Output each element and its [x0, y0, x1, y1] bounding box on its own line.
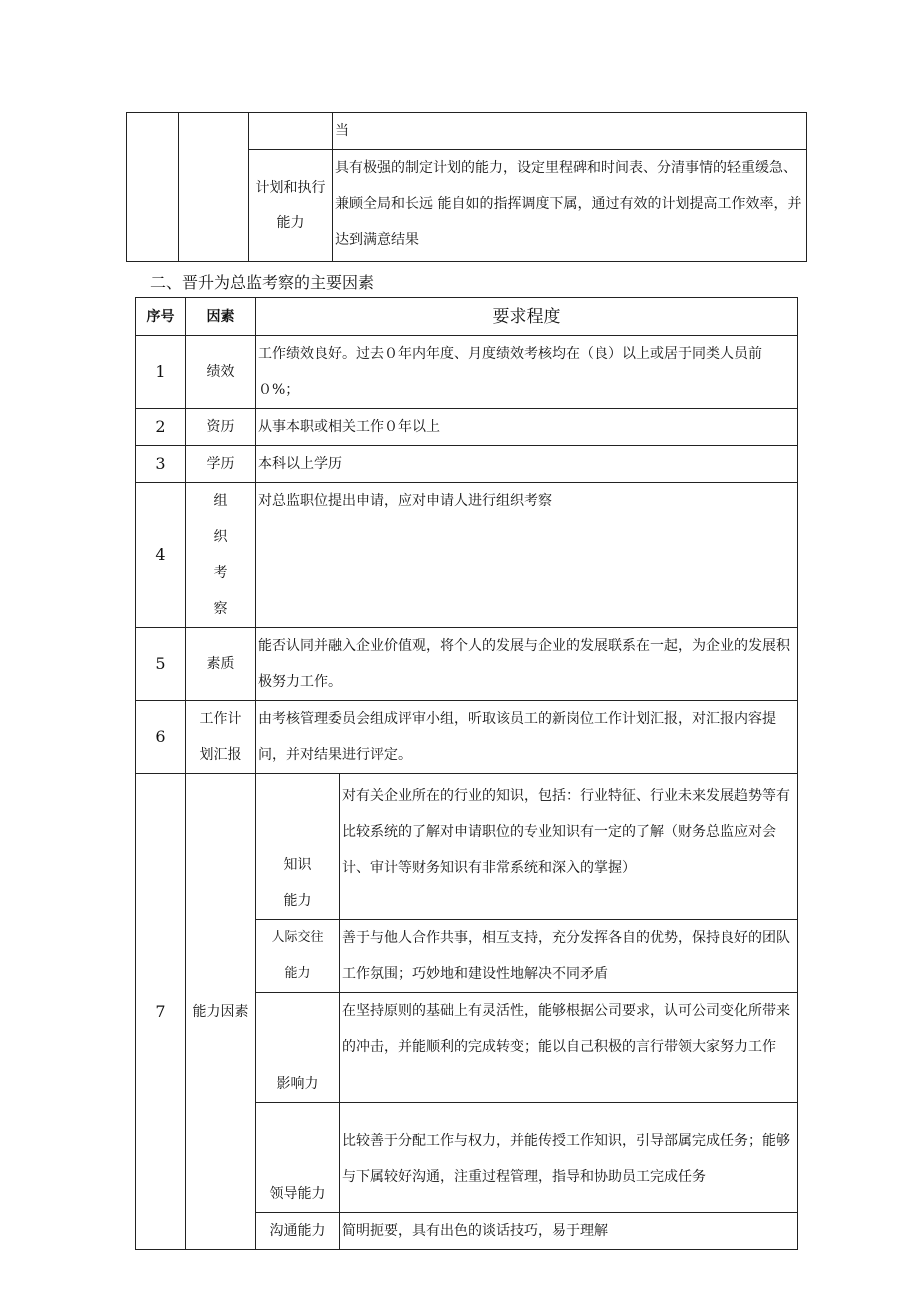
table-row [136, 701, 798, 774]
sub-label-influence: 影响力 [256, 993, 340, 1103]
factor-label: 计划和执行能力 [249, 150, 333, 262]
row-requirement: 对总监职位提出申请，应对申请人进行组织考察 [256, 483, 798, 628]
table-row [136, 483, 798, 628]
row-factor: 能力因素 [186, 774, 256, 1250]
empty-cell [179, 113, 249, 262]
sub-text-communication: 简明扼要，具有出色的谈话技巧，易于理解 [340, 1213, 798, 1250]
row-factor: 学历 [186, 446, 256, 483]
table-row [136, 409, 798, 446]
sub-label-interpersonal: 人际交往能力 [256, 920, 340, 993]
sub-label-communication: 沟通能力 [256, 1213, 340, 1250]
empty-cell [127, 113, 179, 262]
row-number: 4 [136, 483, 186, 628]
table-row [136, 774, 798, 920]
row-factor: 资历 [186, 409, 256, 446]
empty-cell [249, 113, 333, 150]
continued-table [126, 112, 807, 262]
row-requirement: 从事本职或相关工作０年以上 [256, 409, 798, 446]
row-factor: 绩效 [186, 336, 256, 409]
row-number: 2 [136, 409, 186, 446]
header-no: 序号 [136, 298, 186, 336]
row-number: 1 [136, 336, 186, 409]
section-heading: 二、晋升为总监考察的主要因素 [150, 273, 375, 292]
row-requirement: 工作绩效良好。过去０年内年度、月度绩效考核均在（良）以上或居于同类人员前０%； [256, 336, 798, 409]
row-requirement: 由考核管理委员会组成评审小组，听取该员工的新岗位工作计划汇报，对汇报内容提问，并对结果进行评定。 [256, 701, 798, 774]
table-row [136, 628, 798, 701]
header-factor: 因素 [186, 298, 256, 336]
row-requirement: 本科以上学历 [256, 446, 798, 483]
row-factor: 组织考察 [186, 483, 256, 628]
row-number: 6 [136, 701, 186, 774]
table-row [136, 336, 798, 409]
row-number: 3 [136, 446, 186, 483]
row-text: 具有极强的制定计划的能力，设定里程碑和时间表、分清事情的轻重缓急、兼顾全局和长远 能自如的指挥调度下属，通过有效的计划提高工作效率，并达到满意结果 [333, 150, 807, 262]
sub-label-knowledge: 知识能力 [256, 774, 340, 920]
header-row [136, 298, 798, 336]
row-factor: 工作计划汇报 [186, 701, 256, 774]
promotion-factors-table [135, 297, 798, 1250]
row-number: 7 [136, 774, 186, 1250]
sub-text-influence: 在坚持原则的基础上有灵活性，能够根据公司要求，认可公司变化所带来的冲击，并能顺利的完成转变；能以自己积极的言行带领大家努力工作 [340, 993, 798, 1103]
sub-text-interpersonal: 善于与他人合作共事，相互支持，充分发挥各自的优势，保持良好的团队工作氛围；巧妙地和建设性地解决不同矛盾 [340, 920, 798, 993]
table-row [136, 446, 798, 483]
row-number: 5 [136, 628, 186, 701]
row-factor: 素质 [186, 628, 256, 701]
sub-text-leadership: 比较善于分配工作与权力，并能传授工作知识，引导部属完成任务；能够与下属较好沟通，注重过程管理，指导和协助员工完成任务 [340, 1103, 798, 1213]
row-text: 当 [333, 113, 807, 150]
header-requirement: 要求程度 [256, 298, 798, 336]
sub-label-leadership: 领导能力 [256, 1103, 340, 1213]
row-requirement: 能否认同并融入企业价值观，将个人的发展与企业的发展联系在一起，为企业的发展积极努力工作。 [256, 628, 798, 701]
sub-text-knowledge: 对有关企业所在的行业的知识，包括：行业特征、行业未来发展趋势等有比较系统的了解对申请职位的专业知识有一定的了解（财务总监应对会计、审计等财务知识有非常系统和深入的掌握） [340, 774, 798, 920]
